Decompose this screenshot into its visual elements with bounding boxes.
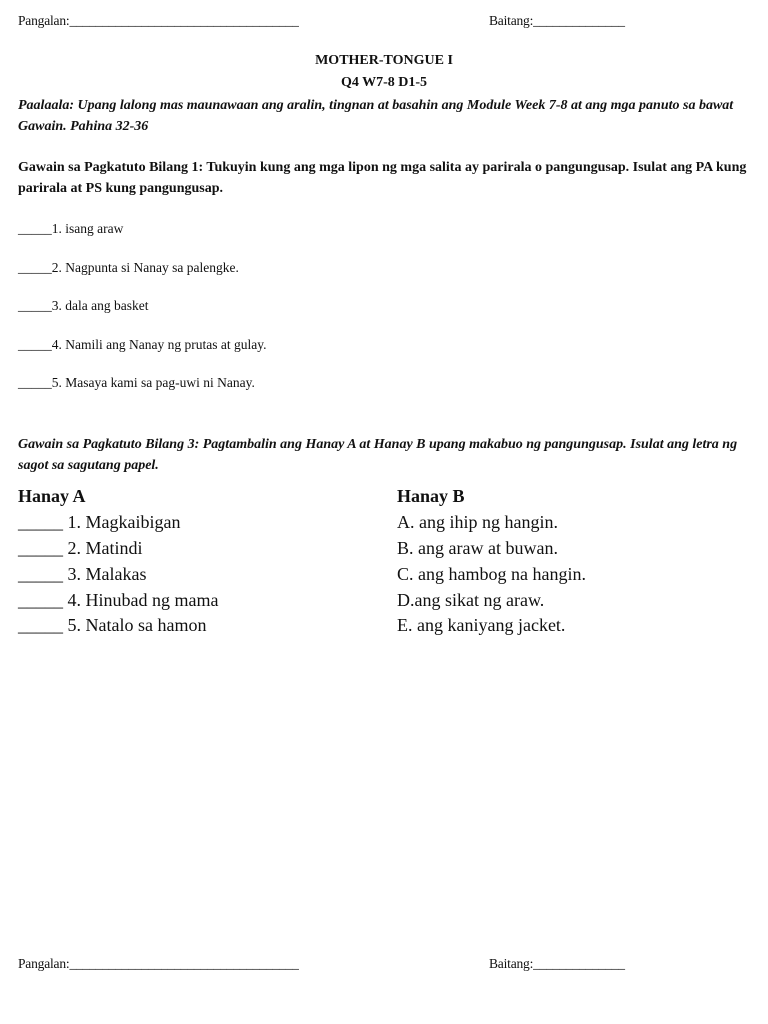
footer-name-field <box>18 956 299 972</box>
header-name-field <box>18 13 299 29</box>
activity1-item: _____1. isang araw <box>18 221 124 236</box>
grade-blank-line: ______________ <box>533 956 625 971</box>
activity1-item: _____4. Namili ang Nanay ng prutas at gulay. <box>18 337 267 352</box>
grade-blank-line: ______________ <box>533 13 625 28</box>
activity1-instruction: Gawain sa Pagkatuto Bilang 1: Tukuyin kung ang mga lipon ng mga salita ay parirala o pangungusap. Isulat ang PA kung parirala at PS kung pangungusap. <box>18 160 747 196</box>
column-b-item: D.ang sikat ng araw. <box>397 590 545 610</box>
column-b-item: B. ang araw at buwan. <box>397 538 558 558</box>
name-blank-line: ___________________________________ <box>69 13 299 28</box>
column-b-item: C. ang hambog na hangin. <box>397 564 586 584</box>
column-b-item: E. ang kaniyang jacket. <box>397 615 566 635</box>
name-blank-line: ___________________________________ <box>69 956 299 971</box>
activity1-item: _____2. Nagpunta si Nanay sa palengke. <box>18 260 239 275</box>
column-a-item: _____ 1. Magkaibigan <box>18 512 181 532</box>
footer-grade-field <box>489 956 625 972</box>
column-b-item: A. ang ihip ng hangin. <box>397 512 558 532</box>
column-a-item: _____ 4. Hinubad ng mama <box>18 590 219 610</box>
activity3-instruction: Gawain sa Pagkatuto Bilang 3: Pagtambalin ang Hanay A at Hanay B upang makabuo ng pangungusap. Isulat ang letra ng sagot sa sagutang papel. <box>18 437 738 473</box>
activity1-item: _____5. Masaya kami sa pag-uwi ni Nanay. <box>18 375 255 390</box>
subject-title: MOTHER-TONGUE I <box>315 53 453 68</box>
quarter-week-code: Q4 W7-8 D1-5 <box>340 75 428 90</box>
name-label: Pangalan: <box>18 13 70 28</box>
grade-label: Baitang: <box>489 13 534 28</box>
grade-label: Baitang: <box>489 956 534 971</box>
column-a-item: _____ 3. Malakas <box>18 564 147 584</box>
activity1-item: _____3. dala ang basket <box>18 298 149 313</box>
header-grade-field <box>489 13 625 29</box>
column-a-title: Hanay A <box>18 486 86 506</box>
column-a-item: _____ 5. Natalo sa hamon <box>18 615 207 635</box>
column-b-title: Hanay B <box>397 486 465 506</box>
column-a-item: _____ 2. Matindi <box>18 538 143 558</box>
reminder-note: Paalaala: Upang lalong mas maunawaan ang aralin, tingnan at basahin ang Module Week 7-8 at ang mga panuto sa bawat Gawain. Pahina 32-36 <box>18 98 734 134</box>
name-label: Pangalan: <box>18 956 70 971</box>
